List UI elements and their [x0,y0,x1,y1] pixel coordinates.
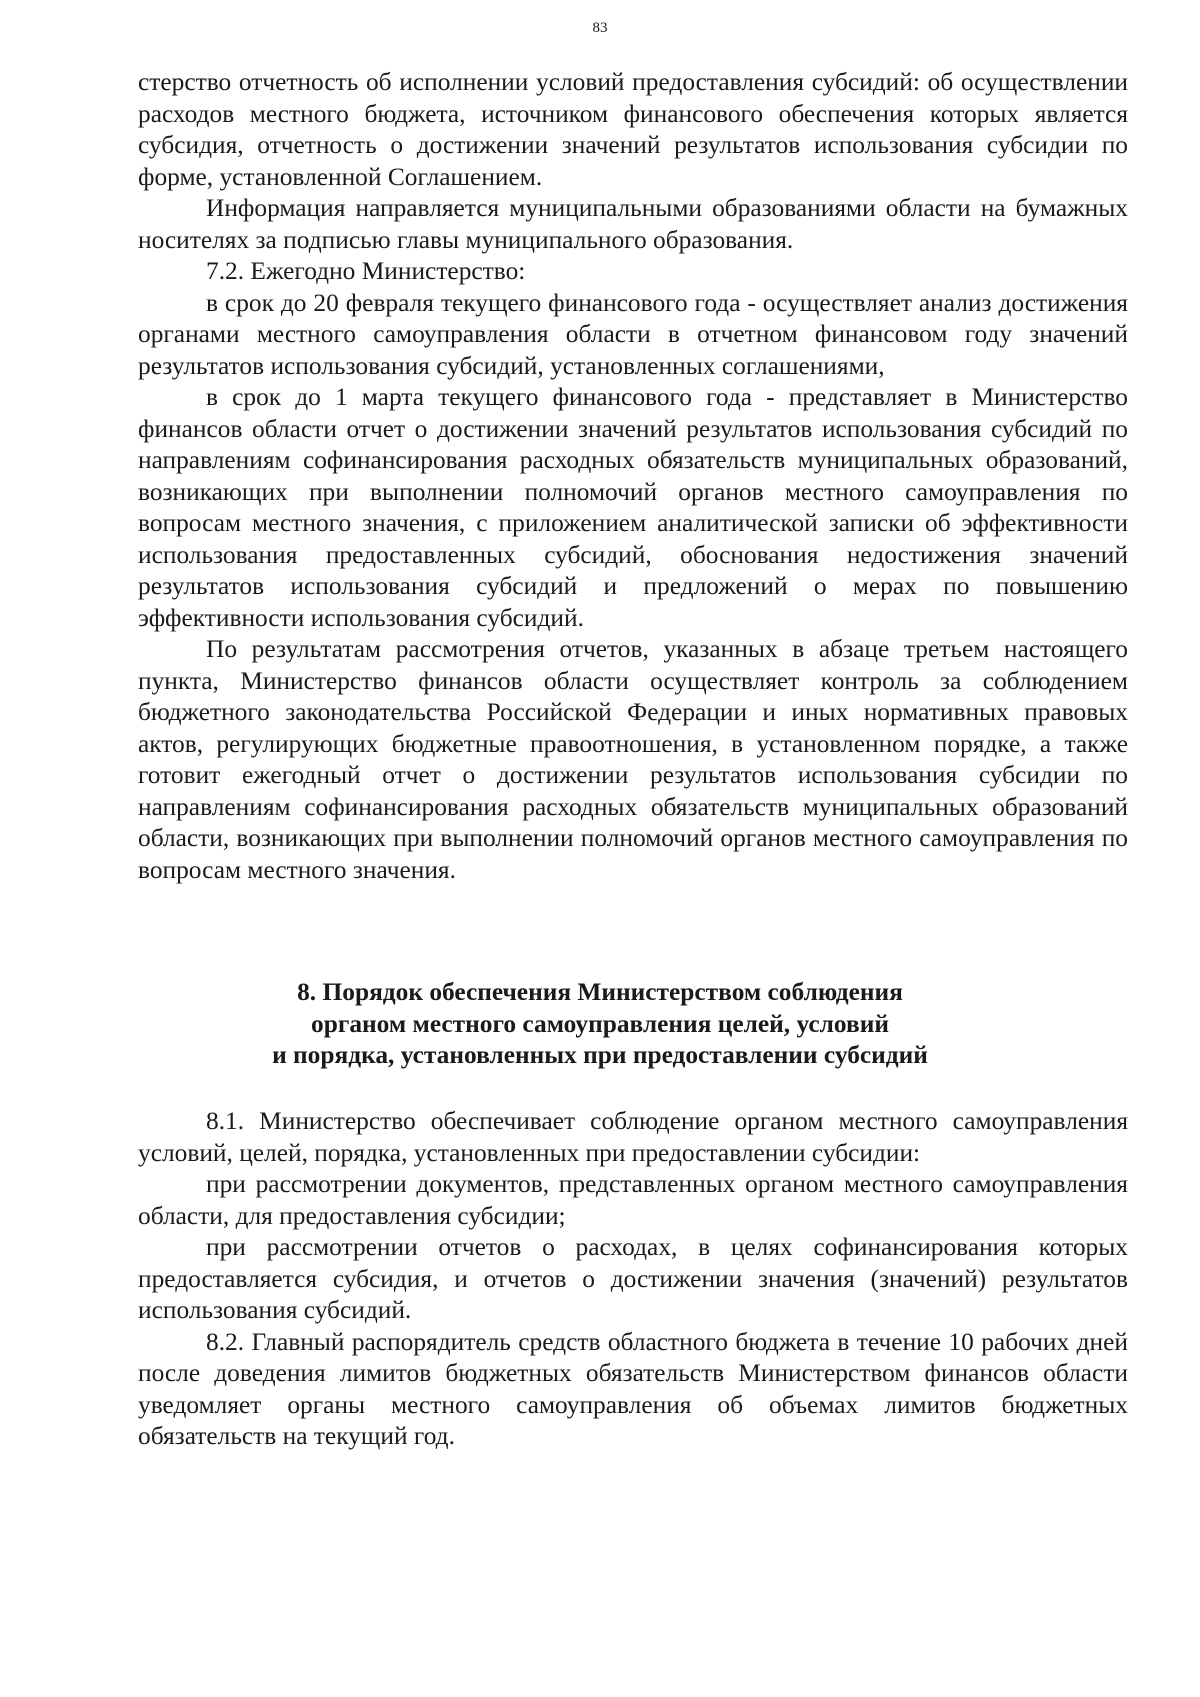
section-heading-line: органом местного самоуправления целей, условий [311,1009,889,1038]
paragraph-reports-review: при рассмотрении отчетов о расходах, в целях софинансирования которых предоставляется субсидия, и отчетов о достижении значения (значений) результатов использования субсидий. [138,1233,1128,1324]
body-text-section-8 [138,1106,1128,1453]
paragraph-7-2: 7.2. Ежегодно Министерство: [206,257,526,285]
paragraph-documents-review: при рассмотрении документов, представленных органом местного самоуправления области, для предоставления субсидии; [138,1170,1128,1230]
body-text-top [138,67,1128,886]
section-8-heading [0,977,1200,1072]
page-number: 83 [592,20,608,36]
section-heading-line: 8. Порядок обеспечения Министерством соблюдения [297,978,903,1006]
paragraph-deadline-feb-20: в срок до 20 февраля текущего финансового года - осуществляет анализ достижения органами местного самоуправления области в отчетном финансовом году значений результатов использования субсидий, установленных соглашениями, [138,288,1128,380]
paragraph-continuation: стерство отчетность об исполнении условий предоставления субсидий: об осуществлении расходов местного бюджета, источником финансового обеспечения которых является субсидия, отчетность о достижении значений результатов использования субсидии по форме, установленной Соглашением. [138,68,1128,191]
paragraph-8-1: 8.1. Министерство обеспечивает соблюдение органом местного самоуправления условий, целей, порядка, установленных при предоставлении субсидии: [138,1107,1128,1167]
paragraph-8-2: 8.2. Главный распорядитель средств областного бюджета в течение 10 рабочих дней после доведения лимитов бюджетных обязательств Министерством финансов области уведомляет органы местного самоуправления об объемах лимитов бюджетных обязательств на текущий год. [138,1327,1128,1450]
paragraph-information: Информация направляется муниципальными образованиями области на бумажных носителях за подписью главы муниципального образования. [138,194,1128,254]
paragraph-review-results: По результатам рассмотрения отчетов, указанных в абзаце третьем настоящего пункта, Министерство финансов области осуществляет контроль за соблюдением бюджетного законодательства Российской Федерации и иных нормативных правовых актов, регулирующих бюджетные правоотношения, в установленном порядке, а также готовит ежегодный отчет о достижении результатов использования субсидии по направлениям софинансирования расходных обязательств муниципальных образований области, возникающих при выполнении полномочий органов местного самоуправления по вопросам местного значения. [138,635,1128,884]
paragraph-deadline-mar-1: в срок до 1 марта текущего финансового года - представляет в Министерство финансов области отчет о достижении значений результатов использования субсидий по направлениям софинансирования расходных обязательств муниципальных образований, возникающих при выполнении полномочий органов местного самоуправления по вопросам местного значения, с приложением аналитической записки об эффективности использования предоставленных субсидий, обоснования недостижения значений результатов использования субсидий и предложений о мерах по повышению эффективности использования субсидий. [138,383,1128,632]
section-heading-line: и порядка, установленных при предоставлении субсидий [272,1041,928,1069]
